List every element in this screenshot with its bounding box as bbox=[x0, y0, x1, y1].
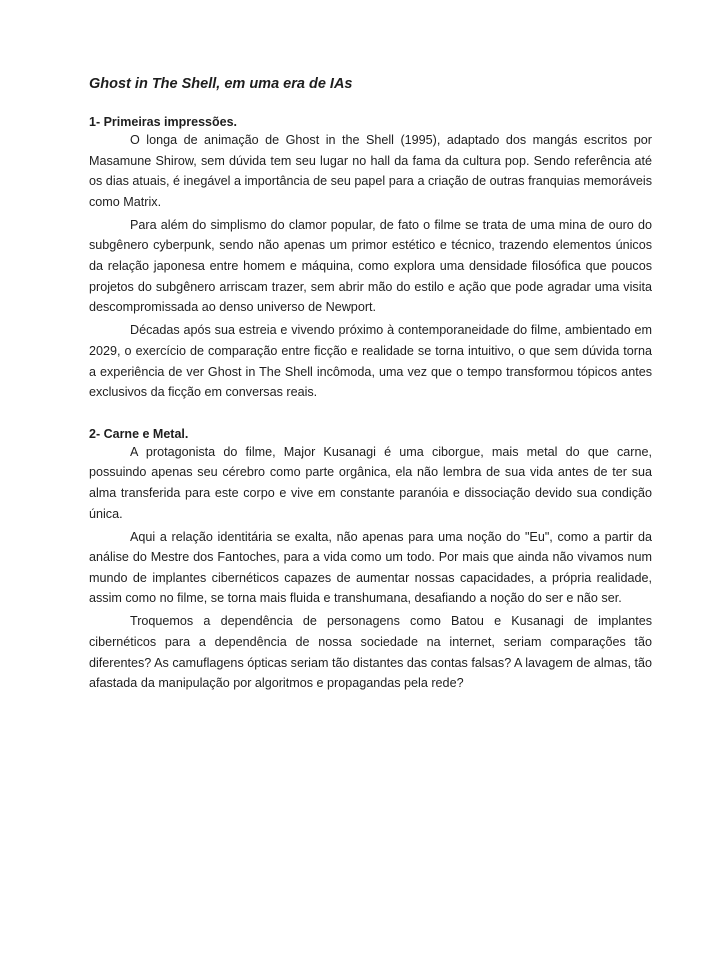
document-title: Ghost in The Shell, em uma era de IAs bbox=[89, 76, 353, 92]
section-heading: 2- Carne e Metal. bbox=[89, 426, 189, 441]
section-heading: 1- Primeiras impressões. bbox=[89, 115, 237, 129]
section-primeiras-impressoes bbox=[89, 114, 652, 403]
paragraph: Décadas após sua estreia e vivendo próximo à contemporaneidade do filme, ambientado em 2029, o exercício de comparação entre ficção e realidade se torna intuitivo, o que sem dúvida torna a experiência de ver Ghost in The Shell incômoda, uma vez que o tempo transformou tópicos antes exclusivos da ficção em conversas reais. bbox=[89, 323, 652, 400]
paragraph: Aqui a relação identitária se exalta, não apenas para uma noção do "Eu", como a partir da análise do Mestre dos Fantoches, para a vida como um todo. Por mais que ainda não vivamos num mundo de implantes cibernéticos capazes de aumentar nossas capacidades, a própria realidade, assim como no filme, se torna mais fluida e transhumana, desafiando a noção do ser e não ser. bbox=[89, 529, 652, 606]
document-body bbox=[89, 74, 652, 696]
paragraph: O longa de animação de Ghost in the Shell (1995), adaptado dos mangás escritos por Masamune Shirow, sem dúvida tem seu lugar no hall da fama da cultura pop. Sendo referência até os dias atuais, é inegável a importância de seu papel para a criação de outras franquias memoráveis como Matrix. bbox=[89, 133, 652, 209]
paragraph: Troquemos a dependência de personagens como Batou e Kusanagi de implantes cibernéticos para a dependência de nossa sociedade na internet, seriam comparações tão diferentes? As camuflagens ópticas seriam tão distantes das contas falsas? A lavagem de almas, tão afastada da manipulação por algoritmos e propagandas pela rede? bbox=[89, 614, 652, 691]
paragraph: Para além do simplismo do clamor popular, de fato o filme se trata de uma mina de ouro do subgênero cyberpunk, sendo não apenas um primor estético e técnico, trazendo elementos únicos da relação japonesa entre homem e máquina, como explora uma densidade filosófica que poucos projetos do subgênero arriscam trazer, sem abrir mão do estilo e ação que pode agradar uma visita descompromissada ao denso universo de Newport. bbox=[89, 217, 652, 315]
section-carne-e-metal bbox=[89, 426, 652, 694]
paragraph: A protagonista do filme, Major Kusanagi é uma ciborgue, mais metal do que carne, possuindo apenas seu cérebro como parte orgânica, ela não lembra de sua vida antes de ter sua alma transferida para este corpo e vive em constante paranóia e dissociação devido sua condição única. bbox=[89, 444, 652, 521]
